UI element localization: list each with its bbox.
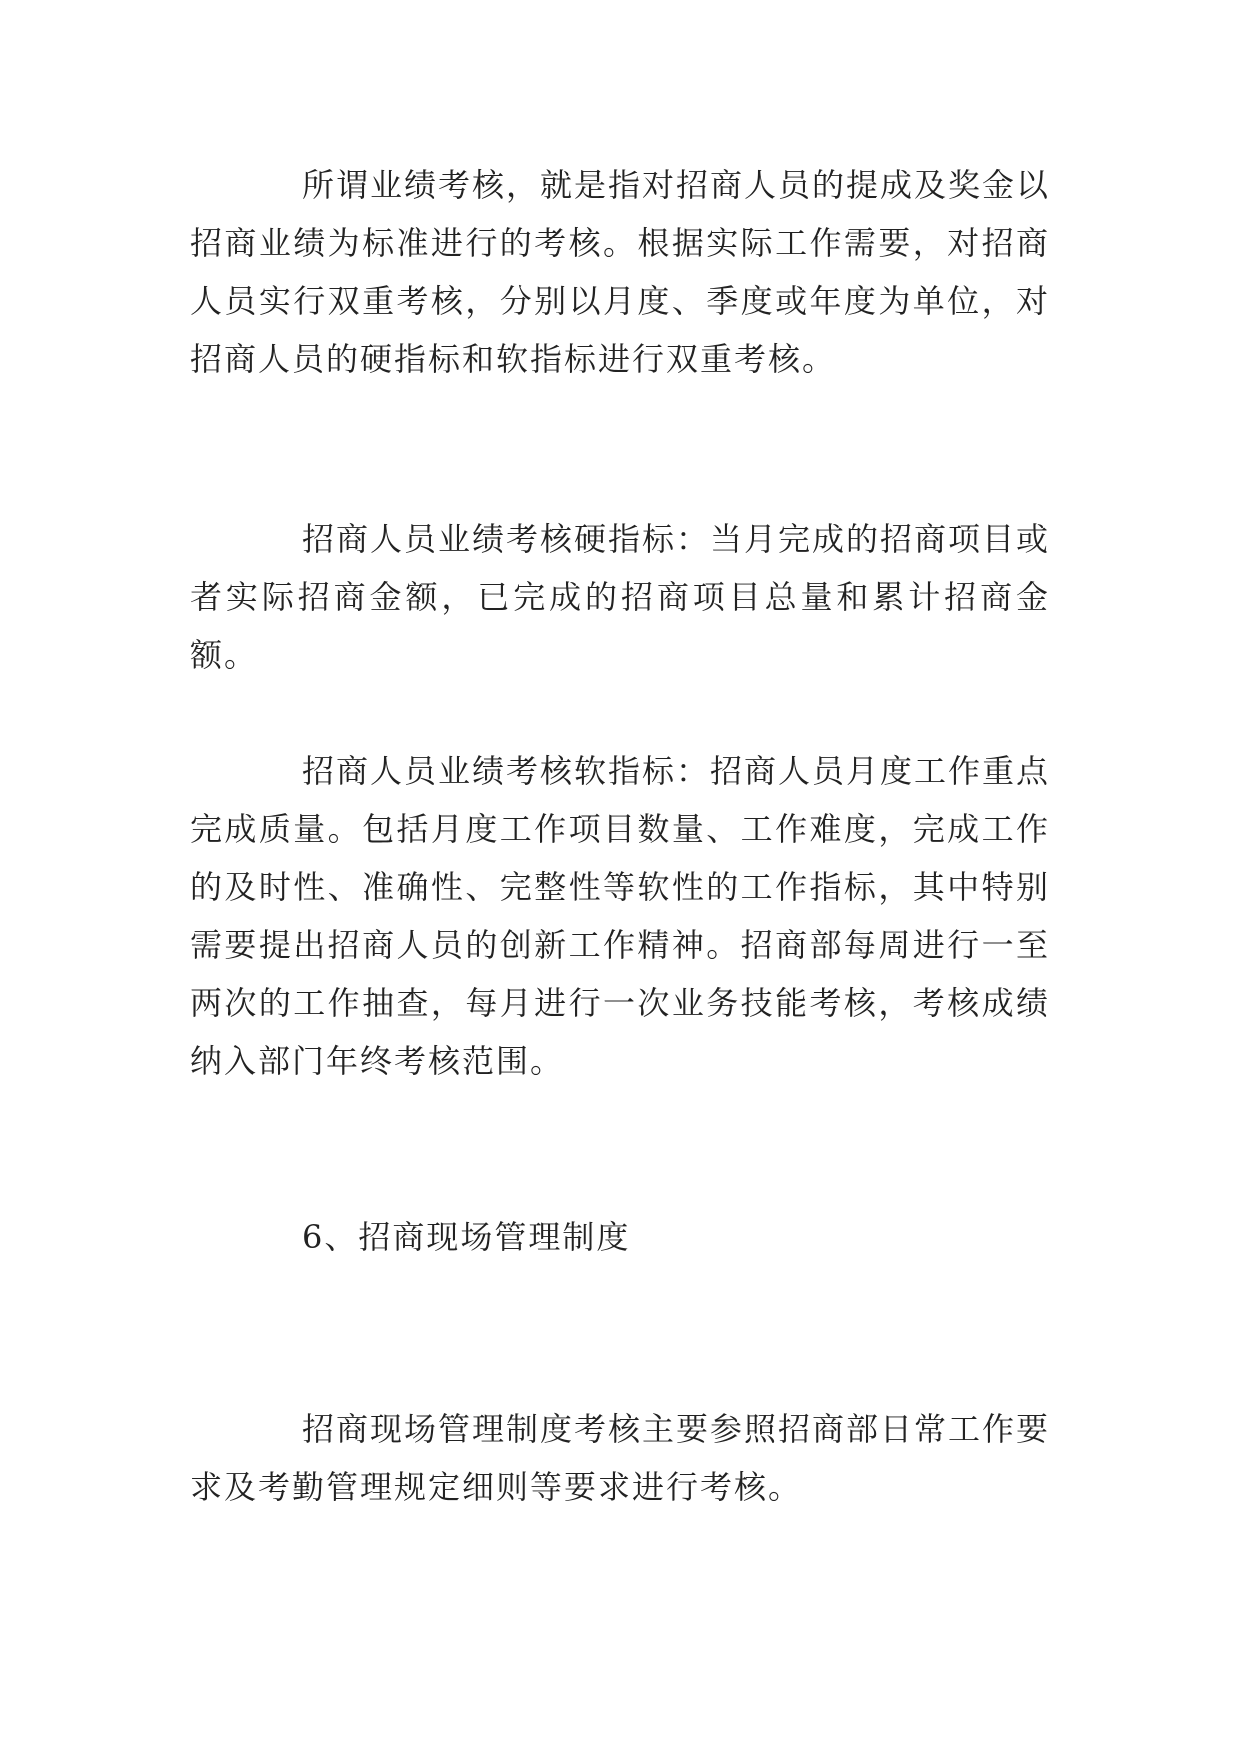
paragraph-onsite-management: 招商现场管理制度考核主要参照招商部日常工作要求及考勤管理规定细则等要求进行考核。 <box>190 1410 1051 1506</box>
paragraph-hard-indicators: 招商人员业绩考核硬指标：当月完成的招商项目或者实际招商金额，已完成的招商项目总量和累计招商金额。 <box>190 520 1051 674</box>
paragraph-performance-assessment: 所谓业绩考核，就是指对招商人员的提成及奖金以招商业绩为标准进行的考核。根据实际工作需要，对招商人员实行双重考核，分别以月度、季度或年度为单位，对招商人员的硬指标和软指标进行双重考核。 <box>190 166 1051 378</box>
section-heading: 6、招商现场管理制度 <box>302 1218 631 1256</box>
paragraph-soft-indicators: 招商人员业绩考核软指标：招商人员月度工作重点完成质量。包括月度工作项目数量、工作难度，完成工作的及时性、准确性、完整性等软性的工作指标，其中特别需要提出招商人员的创新工作精神。招商部每周进行一至两次的工作抽查，每月进行一次业务技能考核，考核成绩纳入部门年终考核范围。 <box>190 752 1051 1080</box>
